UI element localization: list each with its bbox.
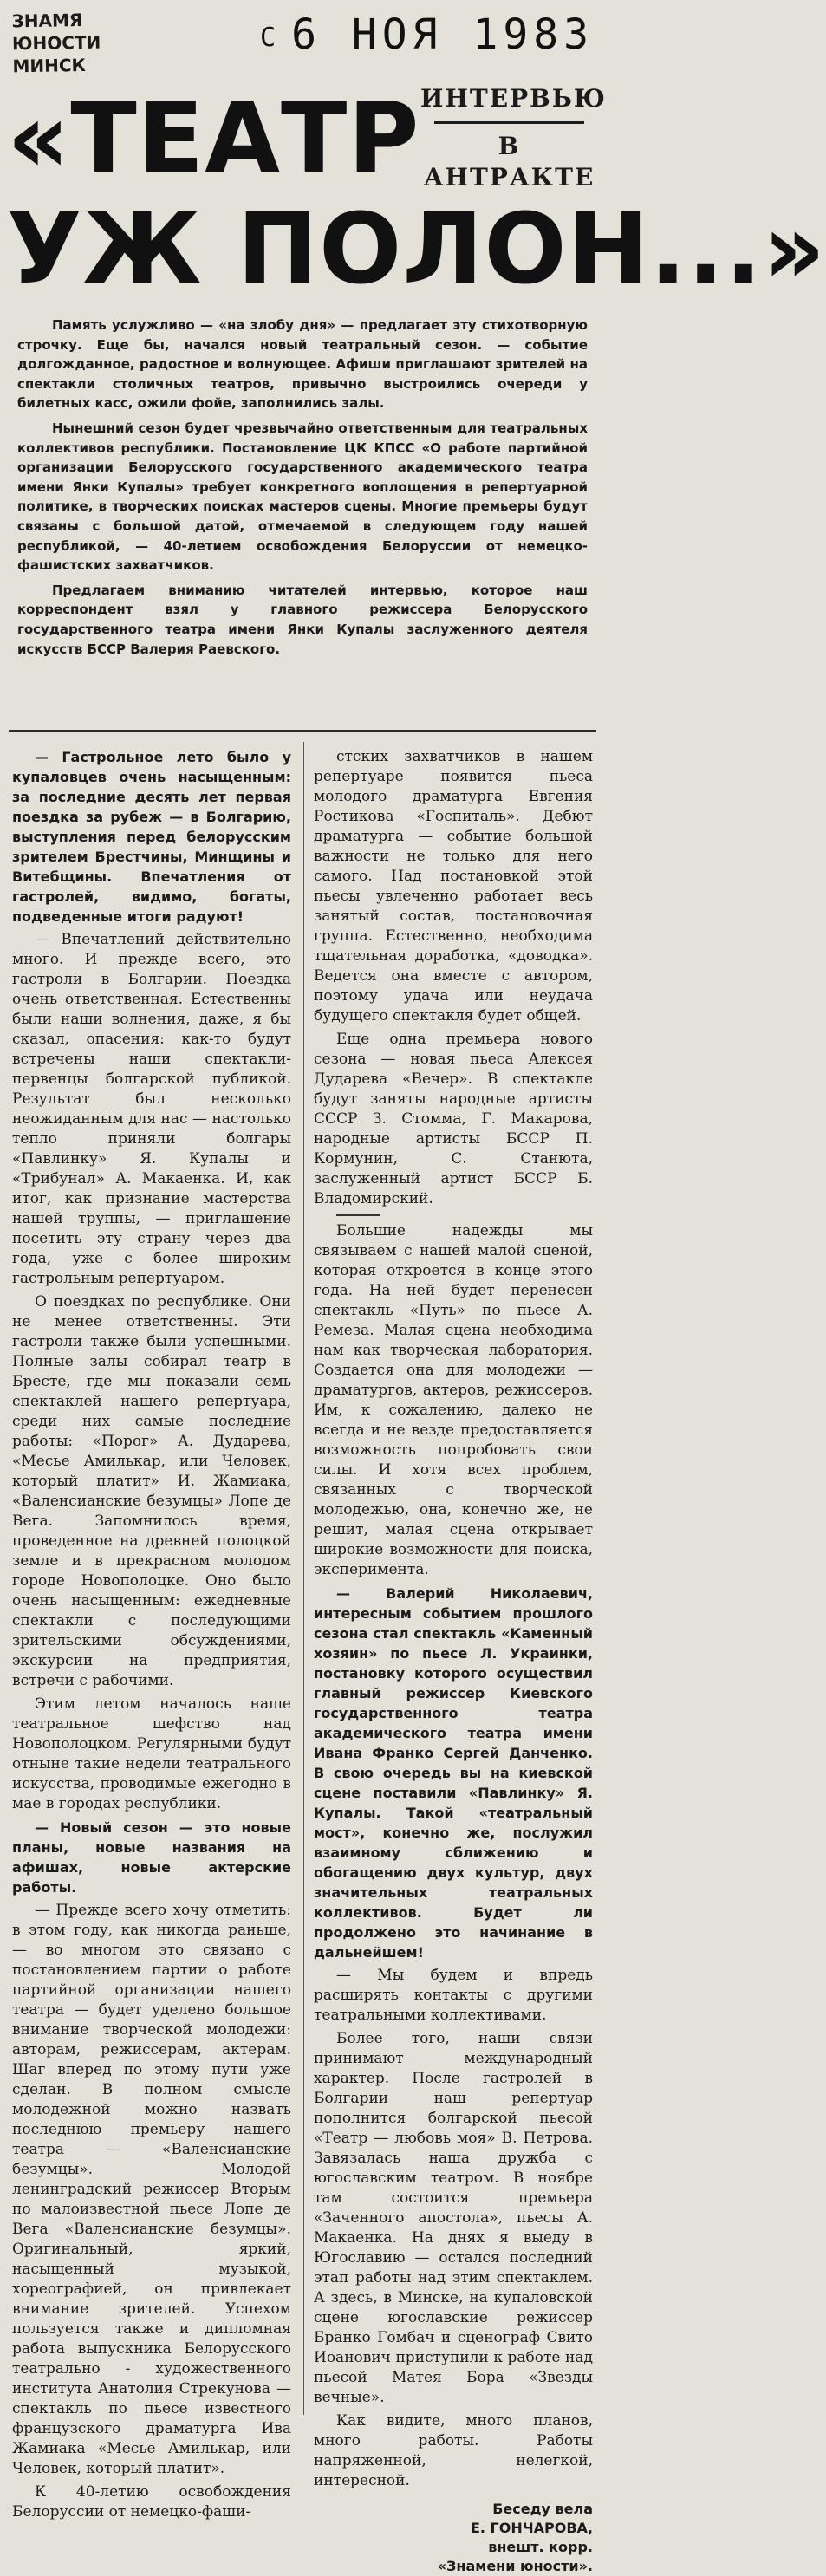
- interview-answer: О поездках по республике. Они не менее ответственны. Эти гастроли также были успешными. Полные залы собирал театр в Бресте, где мы показали семь спектаклей нашего репертуара, среди них самые последние работы: «Порог» А. Дударева, «Месье Амилькар, или Человек, который платит» И. Жамиака, «Валенсианские безумцы» Лопе де Вега. Запомнилось время, проведенное на древней полоцкой земле и в прекрасном молодом городе Новополоцке. Оно было очень насыщенным: ежедневные спектакли с последующими зрительскими обсуждениями, экскурсии на предприятия, встречи с рабочими.: [12, 1293, 291, 1689]
- interview-answer: — Мы будем и впредь расширять контакты с другими театральными коллективами.: [314, 1967, 593, 2024]
- interview-answer: — Впечатлений действительно много. И прежде всего, это гастроли в Болгарии. Поездка очень ответственная. Естественны были наши волнения, даже, я бы сказал, опасения: как-то будут встречены наши спектакли-первенцы болгарской публикой. Результат был несколько неожиданным для нас — настолько тепло приняли болгары «Павлинку» Я. Купалы и «Трибунал» А. Макаенка. И, как итог, как признание мастерства нашей труппы, — приглашение посетить эту страну через два года, уже с более широким гастрольным репертуаром.: [12, 931, 291, 1287]
- signature-line: внешт. корр.: [488, 2539, 593, 2555]
- interview-answer: Более того, наши связи принимают международный характер. После гастролей в Болгарии наш репертуар пополнится болгарской пьесой «Театр — любовь моя» В. Петрова. Завязалась наша дружба с югославским театром. В ноябре там состоится премьера «Заченного апостола», пьесы А. Макаенка. На днях я выеду в Югославию — остался последний этап работы над этим спектаклем. А здесь, в Минске, на купаловской сцене югославские режиссер Бранко Гомбач и сценограф Свито Иоанович приступили к работе над пьесой Матея Бора «Звезды вечные».: [314, 2030, 593, 2406]
- column-divider: [303, 742, 304, 2415]
- interview-answer: Как видите, много планов, много работы. Работы напряженной, нелегкой, интересной.: [314, 2412, 593, 2489]
- interview-answer: Этим летом началось наше театральное шефство над Новополоцком. Регулярными будут отныне такие недели театрального искусства, проводимые ежегодно в мае в городах республики.: [12, 1695, 291, 1812]
- interview-answer: Еще одна премьера нового сезона — новая пьеса Алексея Дударева «Вечер». В спектакле будут заняты народные артисты СССР З. Стомма, Г. Макарова, народные артисты БССР П. Кормунин, С. Станюта, заслуженный артист БССР Б. Владомирский.: [314, 1031, 593, 1207]
- interview-question: — Валерий Николаевич, интересным событием прошлого сезона стал спектакль «Каменный хозяин» по пьесе Л. Украинки, постановку которого осуществил главный режиссер Киевского государственного театра академического театра имени Ивана Франко Сергей Данченко. В свою очередь вы на киевской сцене поставили «Павлинку» Я. Купалы. Такой «театральный мост», конечно же, послужил взаимному сближению и обогащению двух культур, двух значительных театральных коллективов. Будет ли продолжено это начинание в дальнейшем!: [314, 1585, 593, 1961]
- date-stamp-value: 6 НОЯ 1983: [291, 10, 595, 59]
- signature-line: Беседу вела: [492, 2501, 593, 2517]
- section-separator: [336, 1214, 380, 1216]
- rubric-divider: [434, 121, 584, 124]
- interview-question: — Гастрольное лето было у купаловцев очень насыщенным: за последние десять лет первая поездка за рубеж — в Болгарию, выступления перед белорусским зрителем Брестчины, Минщины и Витебщины. Впечатления от гастролей, видимо, богаты, подведенные итоги радуют!: [12, 749, 291, 925]
- interview-answer: — Прежде всего хочу отметить: в этом году, как никогда раньше, — во многом это связано с постановлением партии о работе партийной организации нашего театра — будет уделено большое внимание творческой молодежи: авторам, режиссерам, актерам. Шаг вперед по этому пути уже сделан. В полном смысле молодежной можно назвать последнюю премьеру нашего театра — «Валенсианские безумцы». Молодой ленинградский режиссер Вторым по малоизвестной пьесе Лопе де Вега «Валенсианские безумцы». Оригинальный, яркий, насыщенный музыкой, хореографией, он привлекает внимание зрителей. Успехом пользуется также и дипломная работа выпускника Белорусского театрально - художественного института Анатолия Стрекунова — спектакль по пьесе известного французского драматурга Ива Жамиака «Месье Амилькар, или Человек, который платит».: [12, 1902, 291, 2477]
- author-signature: [314, 2500, 593, 2576]
- headline-line-2: УЖ ПОЛОН...»: [7, 193, 826, 306]
- date-stamp: [260, 10, 594, 59]
- left-column: [12, 747, 291, 2521]
- interview-answer: Большие надежды мы связываем с нашей малой сценой, которая откроется в конце этого года. На ней будет перенесен спектакль «Путь» по пьесе А. Ремеза. Малая сцена необходима нам как творческая лаборатория. Создается она для молодежи — драматургов, актеров, режиссеров. Им, к сожалению, далеко не всегда и не везде предоставляется возможность попробовать свои силы. И хотя всех проблем, связанных с творческой молодежью, она, конечно же, не решит, малая сцена открывает широкие возможности для поиска, эксперимента.: [314, 1222, 593, 1578]
- interview-question: — Новый сезон — это новые планы, новые названия на афишах, новые актерские работы.: [12, 1819, 291, 1896]
- date-stamp-prefix: С: [260, 22, 282, 53]
- signature-line: Е. ГОНЧАРОВА,: [470, 2520, 593, 2536]
- right-column: [314, 747, 593, 2574]
- signature-line: «Знамени юности».: [437, 2558, 593, 2574]
- article-rubric: [420, 83, 607, 193]
- article-lead: [17, 315, 588, 664]
- headline-line-1: «ТЕАТР: [7, 82, 420, 195]
- lead-divider: [9, 730, 596, 732]
- lead-paragraph: Память услужливо — «на злобу дня» — предлагает эту стихотворную строчку. Еще бы, начался новый театральный сезон. — событие долгожданное, радостное и волнующее. Афиши приглашают зрителей на спектакли столичных театров, привычно выстроились очереди у билетных касс, ожили фойе, заполнились залы.: [17, 317, 588, 412]
- publication-source: ЗНАМЯ ЮНОСТИ МИНСК: [11, 9, 101, 77]
- lead-paragraph: Нынешний сезон будет чрезвычайно ответственным для театральных коллективов республики. Постановление ЦК КПСС «О работе партийной организации Белорусского государственного академического театра имени Янки Купалы» требует конкретного воплощения в репертуарной политике, в творческих поисках мастеров сцены. Многие премьеры будут связаны с большой датой, отмечаемой в следующем году нашей республикой, — 40-летием освобождения Белоруссии от немецко-фашистских захватчиков.: [17, 420, 588, 574]
- interview-answer: К 40-летию освобождения Белоруссии от немецко-фаши-: [12, 2483, 291, 2521]
- lead-paragraph: Предлагаем вниманию читателей интервью, которое наш корреспондент взял у главного режиссера Белорусского государственного театра имени Янки Купалы заслуженного деятеля искусств БССР Валерия Раевского.: [17, 582, 588, 657]
- rubric-line-2: В АНТРАКТЕ: [423, 132, 595, 192]
- interview-answer: стских захватчиков в нашем репертуаре появится пьеса молодого драматурга Евгения Ростикова «Госпиталь». Дебют драматурга — событие большой важности не только для него самого. Над постановкой этой пьесы увлеченно работает весь занятый состав, постановочная группа. Естественно, необходима тщательная доработка, «доводка». Ведется она вместе с автором, поэтому удача или неудача будущего спектакля будет общей.: [314, 748, 593, 1025]
- rubric-line-1: ИНТЕРВЬЮ: [420, 84, 607, 113]
